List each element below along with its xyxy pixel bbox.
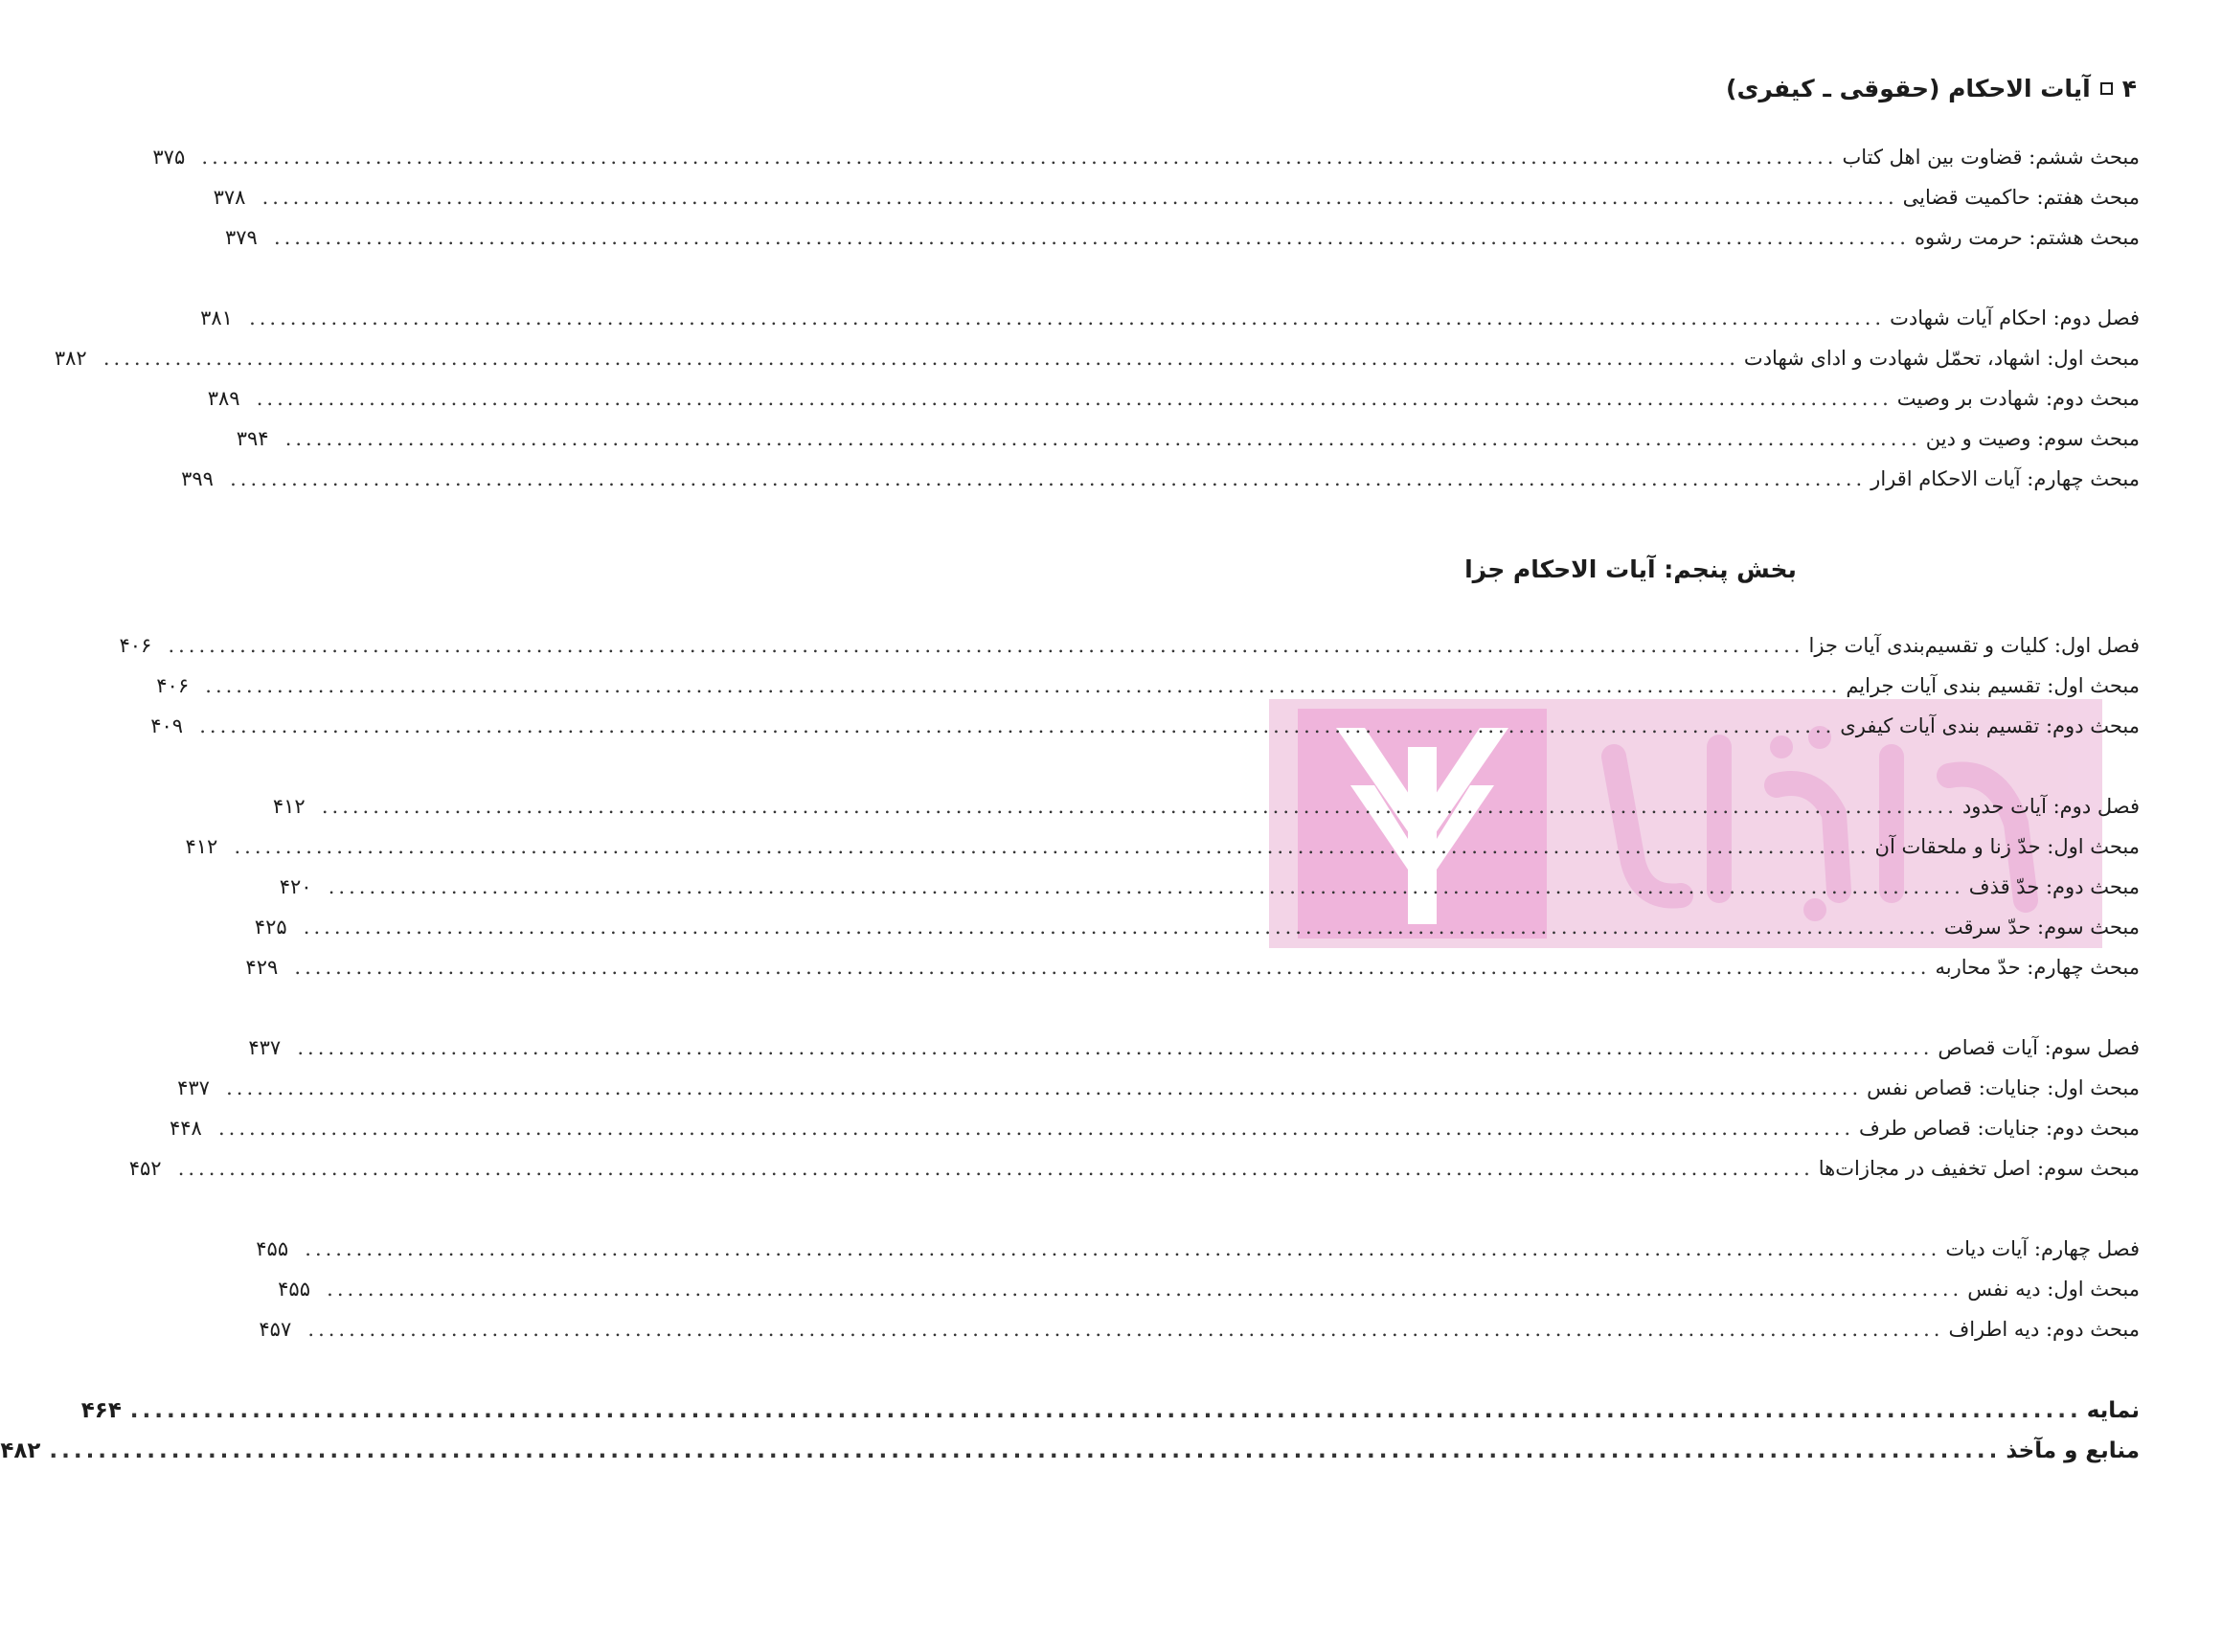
toc-entry <box>200 306 2140 343</box>
toc-leader-dots: ................................................................................................................................................................ <box>294 956 1931 979</box>
toc-entry-title: فصل دوم: احکام آیات شهادت <box>1890 306 2140 329</box>
toc-entry-title: مبحث اول: حدّ زنا و ملحقات آن <box>1874 835 2140 858</box>
toc-entry-title: مبحث هفتم: حاکمیت قضایی <box>1902 186 2140 209</box>
toc-leader-dots: ................................................................................................................................................................ <box>256 387 1893 410</box>
toc-leader-dots: ................................................................................................................................................................ <box>321 795 1958 818</box>
toc-entry-title: مبحث سوم: اصل تخفیف در مجازات‌ها <box>1818 1157 2140 1180</box>
toc-entry <box>170 1117 2140 1153</box>
toc-entry <box>254 916 2140 952</box>
toc-entry <box>54 347 2140 383</box>
toc-entry <box>236 427 2140 464</box>
toc-entry-title: مبحث دوم: جنایات: قصاص طرف <box>1859 1117 2140 1140</box>
toc-leader-dots: ................................................................................................................................................................ <box>261 186 1898 209</box>
toc-entry-title: مبحث سوم: حدّ سرقت <box>1943 916 2140 939</box>
toc-entry-title: فصل اول: کلیات و تقسیم‌بندی آیات جزا <box>1808 634 2140 657</box>
toc-entry <box>185 835 2140 871</box>
toc-leader-dots: ................................................................................................................................................................ <box>201 146 1838 169</box>
toc-entry-page: ۴۵۵ <box>278 1278 310 1301</box>
toc-entry <box>213 186 2140 222</box>
toc-entry-title: فصل سوم: آیات قصاص <box>1938 1036 2140 1059</box>
toc-entry-page: ۴۰۹ <box>150 714 184 737</box>
toc-entry-page: ۴۲۵ <box>254 916 287 939</box>
toc-entry-page: ۳۷۵ <box>152 146 186 169</box>
toc-entry-title: مبحث هشتم: حرمت رشوه <box>1914 226 2140 249</box>
toc-leader-dots: ................................................................................................................................................................ <box>102 347 1739 370</box>
toc-entry-page: ۴۳۷ <box>177 1076 210 1099</box>
toc-entry-page: ۳۸۹ <box>207 387 240 410</box>
toc-leader-dots: ................................................................................................................................................................ <box>177 1157 1814 1180</box>
toc-leader-dots: ................................................................................................................................................................ <box>273 226 1910 249</box>
toc-entry-page: ۳۹۹ <box>181 467 214 490</box>
toc-entry-title: مبحث اول: دیه نفس <box>1967 1278 2140 1301</box>
toc-entry-title: فصل دوم: آیات حدود <box>1961 795 2140 818</box>
toc-entry <box>279 875 2140 912</box>
toc-leader-dots: ................................................................................................................................................................ <box>327 1278 1963 1301</box>
toc-entry-page: ۴۱۲ <box>272 795 306 818</box>
toc-leader-dots: ................................................................................................................................................................ <box>328 875 1964 898</box>
toc-leader-dots: ................................................................................................................................................................ <box>226 1076 1863 1099</box>
toc-entry-title: مبحث اول: اشهاد، تحمّل شهادت و ادای شهادت <box>1743 347 2140 370</box>
toc-entry <box>224 226 2140 262</box>
running-header <box>1658 75 2137 102</box>
toc-entry-page: ۴۰۶ <box>156 674 190 697</box>
toc-entry <box>128 1157 2140 1193</box>
section-heading: بخش پنجم: آیات الاحکام جزا <box>1464 555 1797 583</box>
toc-leader-dots: ................................................................................................................................................................ <box>307 1318 1944 1341</box>
toc-entry-page: ۴۲۰ <box>279 875 312 898</box>
toc-leader-dots: ................................................................................................................................................................ <box>234 835 1871 858</box>
toc-entry-page: ۴۵۲ <box>128 1157 162 1180</box>
toc-leader-dots: ................................................................................................................................................................ <box>129 1398 2082 1423</box>
toc-entry-title: مبحث ششم: قضاوت بین اهل کتاب <box>1842 146 2140 169</box>
toc-entry-title: مبحث دوم: حدّ قذف <box>1968 875 2140 898</box>
header-page-number: ۴ <box>2121 75 2137 102</box>
toc-entry-title: مبحث اول: جنایات: قصاص نفس <box>1867 1076 2140 1099</box>
toc-entry-page: ۴۵۷ <box>259 1318 292 1341</box>
toc-entry-page: ۴۴۸ <box>170 1117 202 1140</box>
square-bullet-icon <box>2100 82 2113 95</box>
toc-entry-page: ۴۲۹ <box>245 956 279 979</box>
toc-entry-title: منابع و مآخذ <box>2006 1438 2140 1463</box>
toc-entry-title: مبحث چهارم: حدّ محاربه <box>1935 956 2140 979</box>
toc-entry <box>80 1398 2140 1435</box>
toc-entry <box>152 146 2140 182</box>
toc-leader-dots: ................................................................................................................................................................ <box>284 427 1921 450</box>
toc-leader-dots: ................................................................................................................................................................ <box>297 1036 1934 1059</box>
toc-entry <box>245 956 2140 992</box>
toc-entry-page: ۴۸۲ <box>0 1438 41 1463</box>
toc-entry <box>278 1278 2140 1314</box>
toc-entry-page: ۳۷۸ <box>213 186 246 209</box>
toc-entry <box>248 1036 2140 1073</box>
toc-entry <box>119 634 2140 670</box>
toc-entry <box>256 1237 2140 1274</box>
toc-entry <box>177 1076 2140 1113</box>
toc-entry-title: نمایه <box>2086 1398 2140 1423</box>
toc-leader-dots: ................................................................................................................................................................ <box>249 306 1886 329</box>
toc-entry-page: ۳۸۲ <box>54 347 87 370</box>
toc-entry-title: مبحث دوم: تقسیم بندی آیات کیفری <box>1840 714 2140 737</box>
toc-entry <box>156 674 2140 711</box>
toc-entry <box>150 714 2140 751</box>
toc-entry-title: مبحث اول: تقسیم بندی آیات جرایم <box>1846 674 2140 697</box>
toc-entry-page: ۳۷۹ <box>224 226 258 249</box>
header-book-title: آیات الاحکام (حقوقی ـ کیفری) <box>1726 75 2091 102</box>
toc-entry-title: فصل چهارم: آیات دیات <box>1945 1237 2140 1260</box>
toc-entry <box>272 795 2140 831</box>
toc-entry <box>0 1438 2140 1475</box>
toc-entry-page: ۴۳۷ <box>248 1036 282 1059</box>
toc-entry-title: مبحث چهارم: آیات الاحکام اقرار <box>1871 467 2140 490</box>
toc-entry <box>207 387 2140 423</box>
toc-leader-dots: ................................................................................................................................................................ <box>230 467 1867 490</box>
toc-leader-dots: ................................................................................................................................................................ <box>218 1117 1855 1140</box>
toc-leader-dots: ................................................................................................................................................................ <box>205 674 1842 697</box>
toc-leader-dots: ................................................................................................................................................................ <box>199 714 1836 737</box>
toc-entry-page: ۴۱۲ <box>185 835 218 858</box>
toc-entry-title: مبحث دوم: دیه اطراف <box>1948 1318 2140 1341</box>
toc-entry-title: مبحث دوم: شهادت بر وصیت <box>1896 387 2140 410</box>
toc-entry-page: ۴۰۶ <box>119 634 152 657</box>
toc-entry <box>259 1318 2140 1354</box>
toc-leader-dots: ................................................................................................................................................................ <box>305 1237 1941 1260</box>
toc-leader-dots: ................................................................................................................................................................ <box>49 1438 2002 1463</box>
toc-entry-page: ۴۵۵ <box>256 1237 289 1260</box>
toc-entry <box>181 467 2140 504</box>
toc-entry-page: ۳۸۱ <box>200 306 233 329</box>
toc-entry-page: ۳۹۴ <box>236 427 269 450</box>
toc-entry-page: ۴۶۴ <box>80 1398 122 1423</box>
toc-entry-title: مبحث سوم: وصیت و دین <box>1925 427 2140 450</box>
toc-leader-dots: ................................................................................................................................................................ <box>168 634 1804 657</box>
toc-leader-dots: ................................................................................................................................................................ <box>303 916 1939 939</box>
